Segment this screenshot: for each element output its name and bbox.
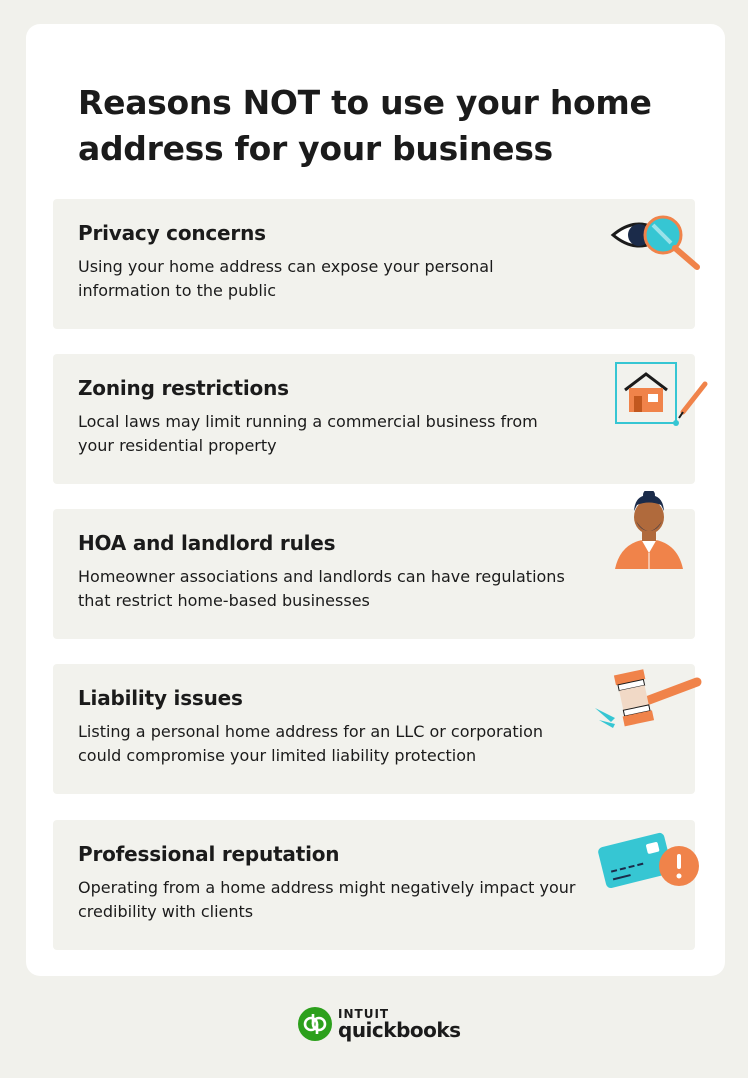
reason-card-liability — [53, 664, 695, 794]
eye-magnifier-icon — [609, 211, 703, 273]
logo-brand-top: INTUIT — [338, 1007, 390, 1021]
reason-text: Local laws may limit running a commercial business from your residential property — [78, 412, 538, 455]
infographic-panel — [26, 24, 725, 976]
reason-text: Using your home address can expose your personal information to the public — [78, 257, 494, 300]
quickbooks-logo-icon — [298, 1007, 332, 1041]
quickbooks-logo — [298, 1004, 461, 1044]
landlord-person-icon — [611, 491, 687, 571]
reason-card-hoa — [53, 509, 695, 639]
reason-text: Homeowner associations and landlords can have regulations that restrict home-based businesses — [78, 567, 565, 610]
reason-text: Listing a personal home address for an LLC or corporation could compromise your limited liability protection — [78, 722, 544, 765]
gavel-icon — [593, 668, 703, 732]
reason-card-privacy — [53, 199, 695, 329]
reason-card-zoning — [53, 354, 695, 484]
logo-brand-bottom: quickbooks — [338, 1018, 461, 1042]
credit-card-alert-icon — [597, 824, 703, 896]
reason-heading: Liability issues — [78, 686, 243, 710]
reason-text: Operating from a home address might negatively impact your credibility with clients — [78, 878, 576, 921]
reason-heading: Zoning restrictions — [78, 376, 289, 400]
reason-heading: Professional reputation — [78, 842, 340, 866]
reason-card-reputation — [53, 820, 695, 950]
page-title: Reasons NOT to use your home address for your business — [78, 83, 652, 168]
reason-heading: Privacy concerns — [78, 221, 266, 245]
reason-heading: HOA and landlord rules — [78, 531, 336, 555]
house-blueprint-icon — [613, 360, 713, 428]
